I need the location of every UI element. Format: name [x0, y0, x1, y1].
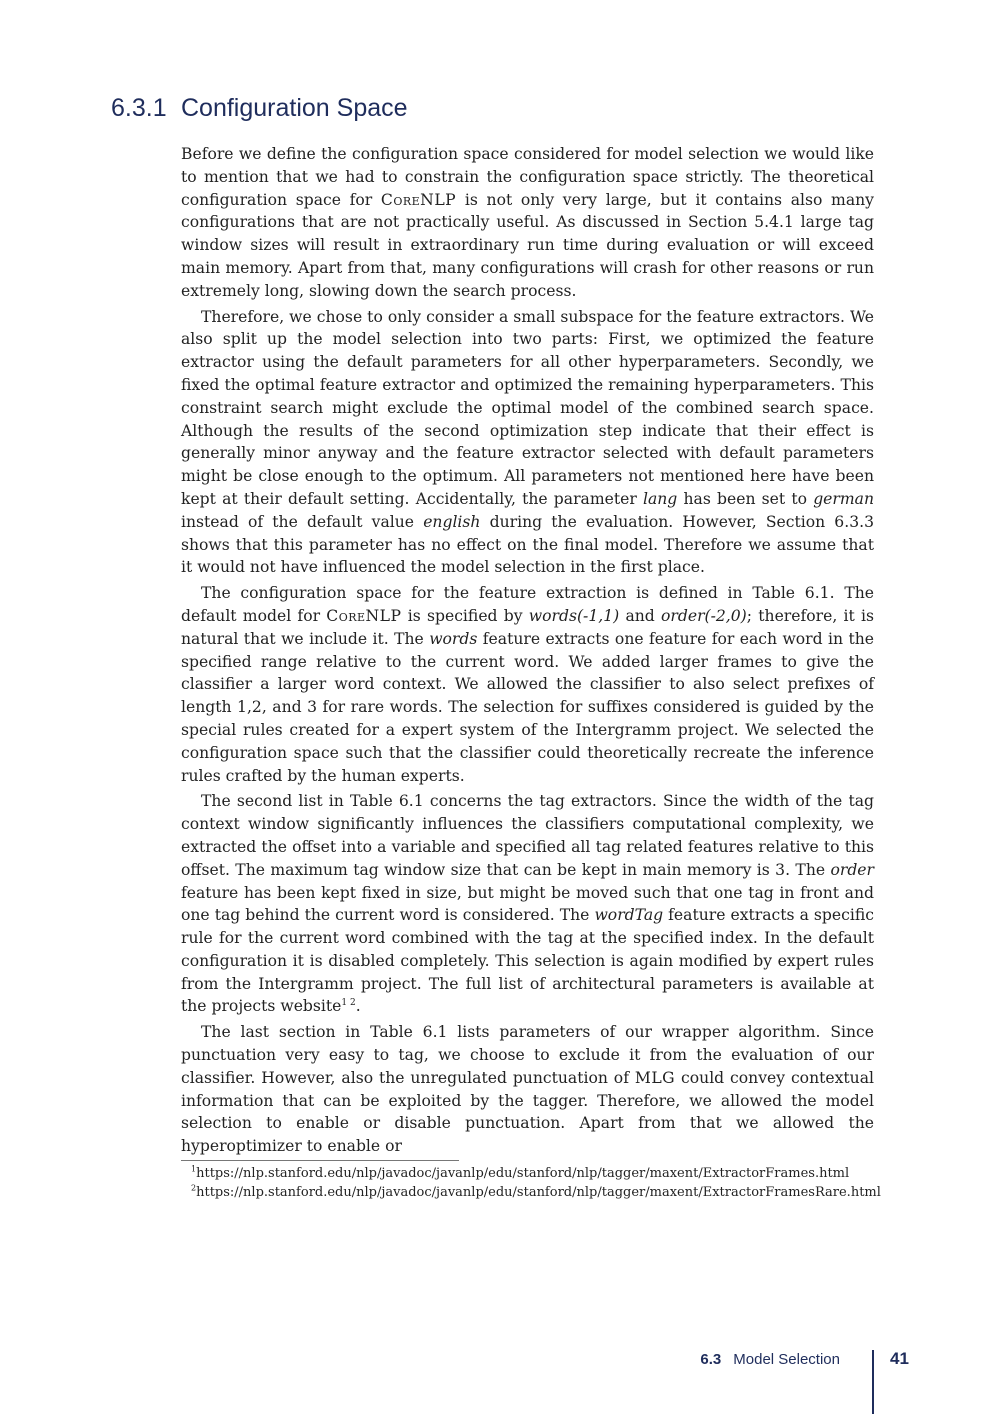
footnote-2	[181, 1183, 881, 1202]
text-run: instead of the default value	[181, 512, 424, 531]
text-run: has been set to	[677, 489, 814, 508]
text-run: .	[355, 997, 361, 1016]
italic-term: wordTag	[594, 906, 664, 925]
text-run: feature has been kept fixed in size, but might be moved such that one tag in front and one tag behind the current word is considered. The	[181, 883, 874, 925]
italic-term: order(-2,0)	[661, 606, 747, 625]
text-run: Therefore, we chose to only consider a small subspace for the feature extractors. We also split up the model selection into two parts: First, we optimized the feature extractor using the default parameters for all other hyperparameters. Secondly, we fixed the optimal feature extractor and optimized the remaining hyperparameters. This constraint search might exclude the optimal model of the combined search space. Although the results of the second optimization step indicate that their effect is generally minor anyway and the feature extractor selected with default parameters might be close enough to the optimum. All parameters not mentioned here have been kept at their default setting. Accidentally, the parameter	[181, 307, 874, 508]
footer-divider	[872, 1350, 874, 1414]
footnotes	[181, 1164, 881, 1202]
text-run: Before we define the configuration space considered for model selection we would like to mention that we had to constrain the configuration space strictly. The theoretical configuration space for	[181, 145, 874, 209]
footer-section-number: 6.3	[700, 1351, 722, 1368]
text-run: The configuration space for the feature extraction is defined in Table 6.1. The default model for	[181, 584, 874, 625]
text-run: is specified by	[401, 606, 529, 625]
italic-term: lang	[642, 489, 678, 508]
footnote-link[interactable]: https://nlp.stanford.edu/nlp/javadoc/javanlp/edu/stanford/nlp/tagger/maxent/ExtractorFrames.html	[196, 1166, 850, 1181]
text-run: feature extracts one feature for each word in the specified range relative to the current word. We added larger frames to give the classifier a larger word context. We allowed the classifier to also select prefixes of length 1,2, and 3 for rare words. The selection for suffixes considered is guided by the special rules created for a expert system of the Intergramm project. We selected the configuration space such that the classifier could theoretically recreate the inference rules crafted by the human experts.	[181, 629, 874, 785]
footnote-link[interactable]: https://nlp.stanford.edu/nlp/javadoc/javanlp/edu/stanford/nlp/tagger/maxent/ExtractorFramesRare.html	[196, 1185, 881, 1200]
italic-term: english	[423, 512, 481, 531]
paragraph-4	[181, 790, 874, 1018]
small-caps-term: CoreNLP	[326, 606, 402, 625]
text-run: ; therefore, it is natural that we include it. The	[181, 606, 874, 648]
small-caps-term: CoreNLP	[380, 190, 457, 209]
text-run: The second list in Table 6.1 concerns the tag extractors. Since the width of the tag context window significantly influences the classifiers computational complexity, we extracted the offset into a variable and specified all tag related features relative to this offset. The maximum tag window size that can be kept in main memory is 3. The	[181, 792, 874, 879]
page-number: 41	[890, 1349, 909, 1368]
text-run: and	[619, 606, 662, 625]
footnote-divider	[181, 1160, 459, 1161]
italic-term: words	[429, 629, 478, 648]
body-text	[181, 143, 874, 1161]
running-footer	[650, 1351, 840, 1368]
section-title: Configuration Space	[181, 94, 408, 122]
footer-section-title: Model Selection	[733, 1351, 840, 1368]
text-run: could convey contextual information that can be exploited by the tagger. Therefore, we allowed the model selection to enable or disable punctuation. Apart from that we allowed the hyperoptimizer to enable or	[181, 1068, 874, 1156]
italic-term: words(-1,1)	[528, 606, 620, 625]
paragraph-2	[181, 306, 874, 580]
text-run: is not only very large, but it contains also many configurations that are not practically useful. As discussed in Section 5.4.1 large tag window sizes will result in extraordinary run time during evaluation or will exceed main memory. Apart from that, many configurations will crash for other reasons or run extremely long, slowing down the search process.	[181, 190, 874, 300]
footnote-mark: 1	[191, 1164, 197, 1174]
text-run: during the evaluation. However, Section 6.3.3 shows that this parameter has no effect on the final model. Therefore we assume that it would not have influenced the model selection in the first place.	[181, 512, 874, 577]
paragraph-5	[181, 1021, 874, 1158]
italic-term: order	[830, 860, 874, 879]
paragraph-1	[181, 143, 874, 303]
footnote-marker[interactable]: 1 2	[341, 998, 356, 1009]
footnote-mark: 2	[191, 1183, 197, 1193]
italic-term: german	[813, 489, 874, 508]
small-caps-term: MLG	[634, 1068, 676, 1087]
text-run: The last section in Table 6.1 lists parameters of our wrapper algorithm. Since punctuation very easy to tag, we choose to exclude it from the evaluation of our classifier. However, also the unregulated punctuation of	[181, 1023, 874, 1087]
text-run: feature extracts a specific rule for the current word combined with the tag at the specified index. In the default configuration it is disabled completely. This selection is again modified by expert rules from the Intergramm project. The full list of architectural parameters is available at the projects website	[181, 906, 874, 1016]
section-heading	[111, 94, 408, 123]
footnote-1	[181, 1164, 881, 1183]
paragraph-3	[181, 582, 874, 787]
section-number: 6.3.1	[111, 94, 167, 122]
